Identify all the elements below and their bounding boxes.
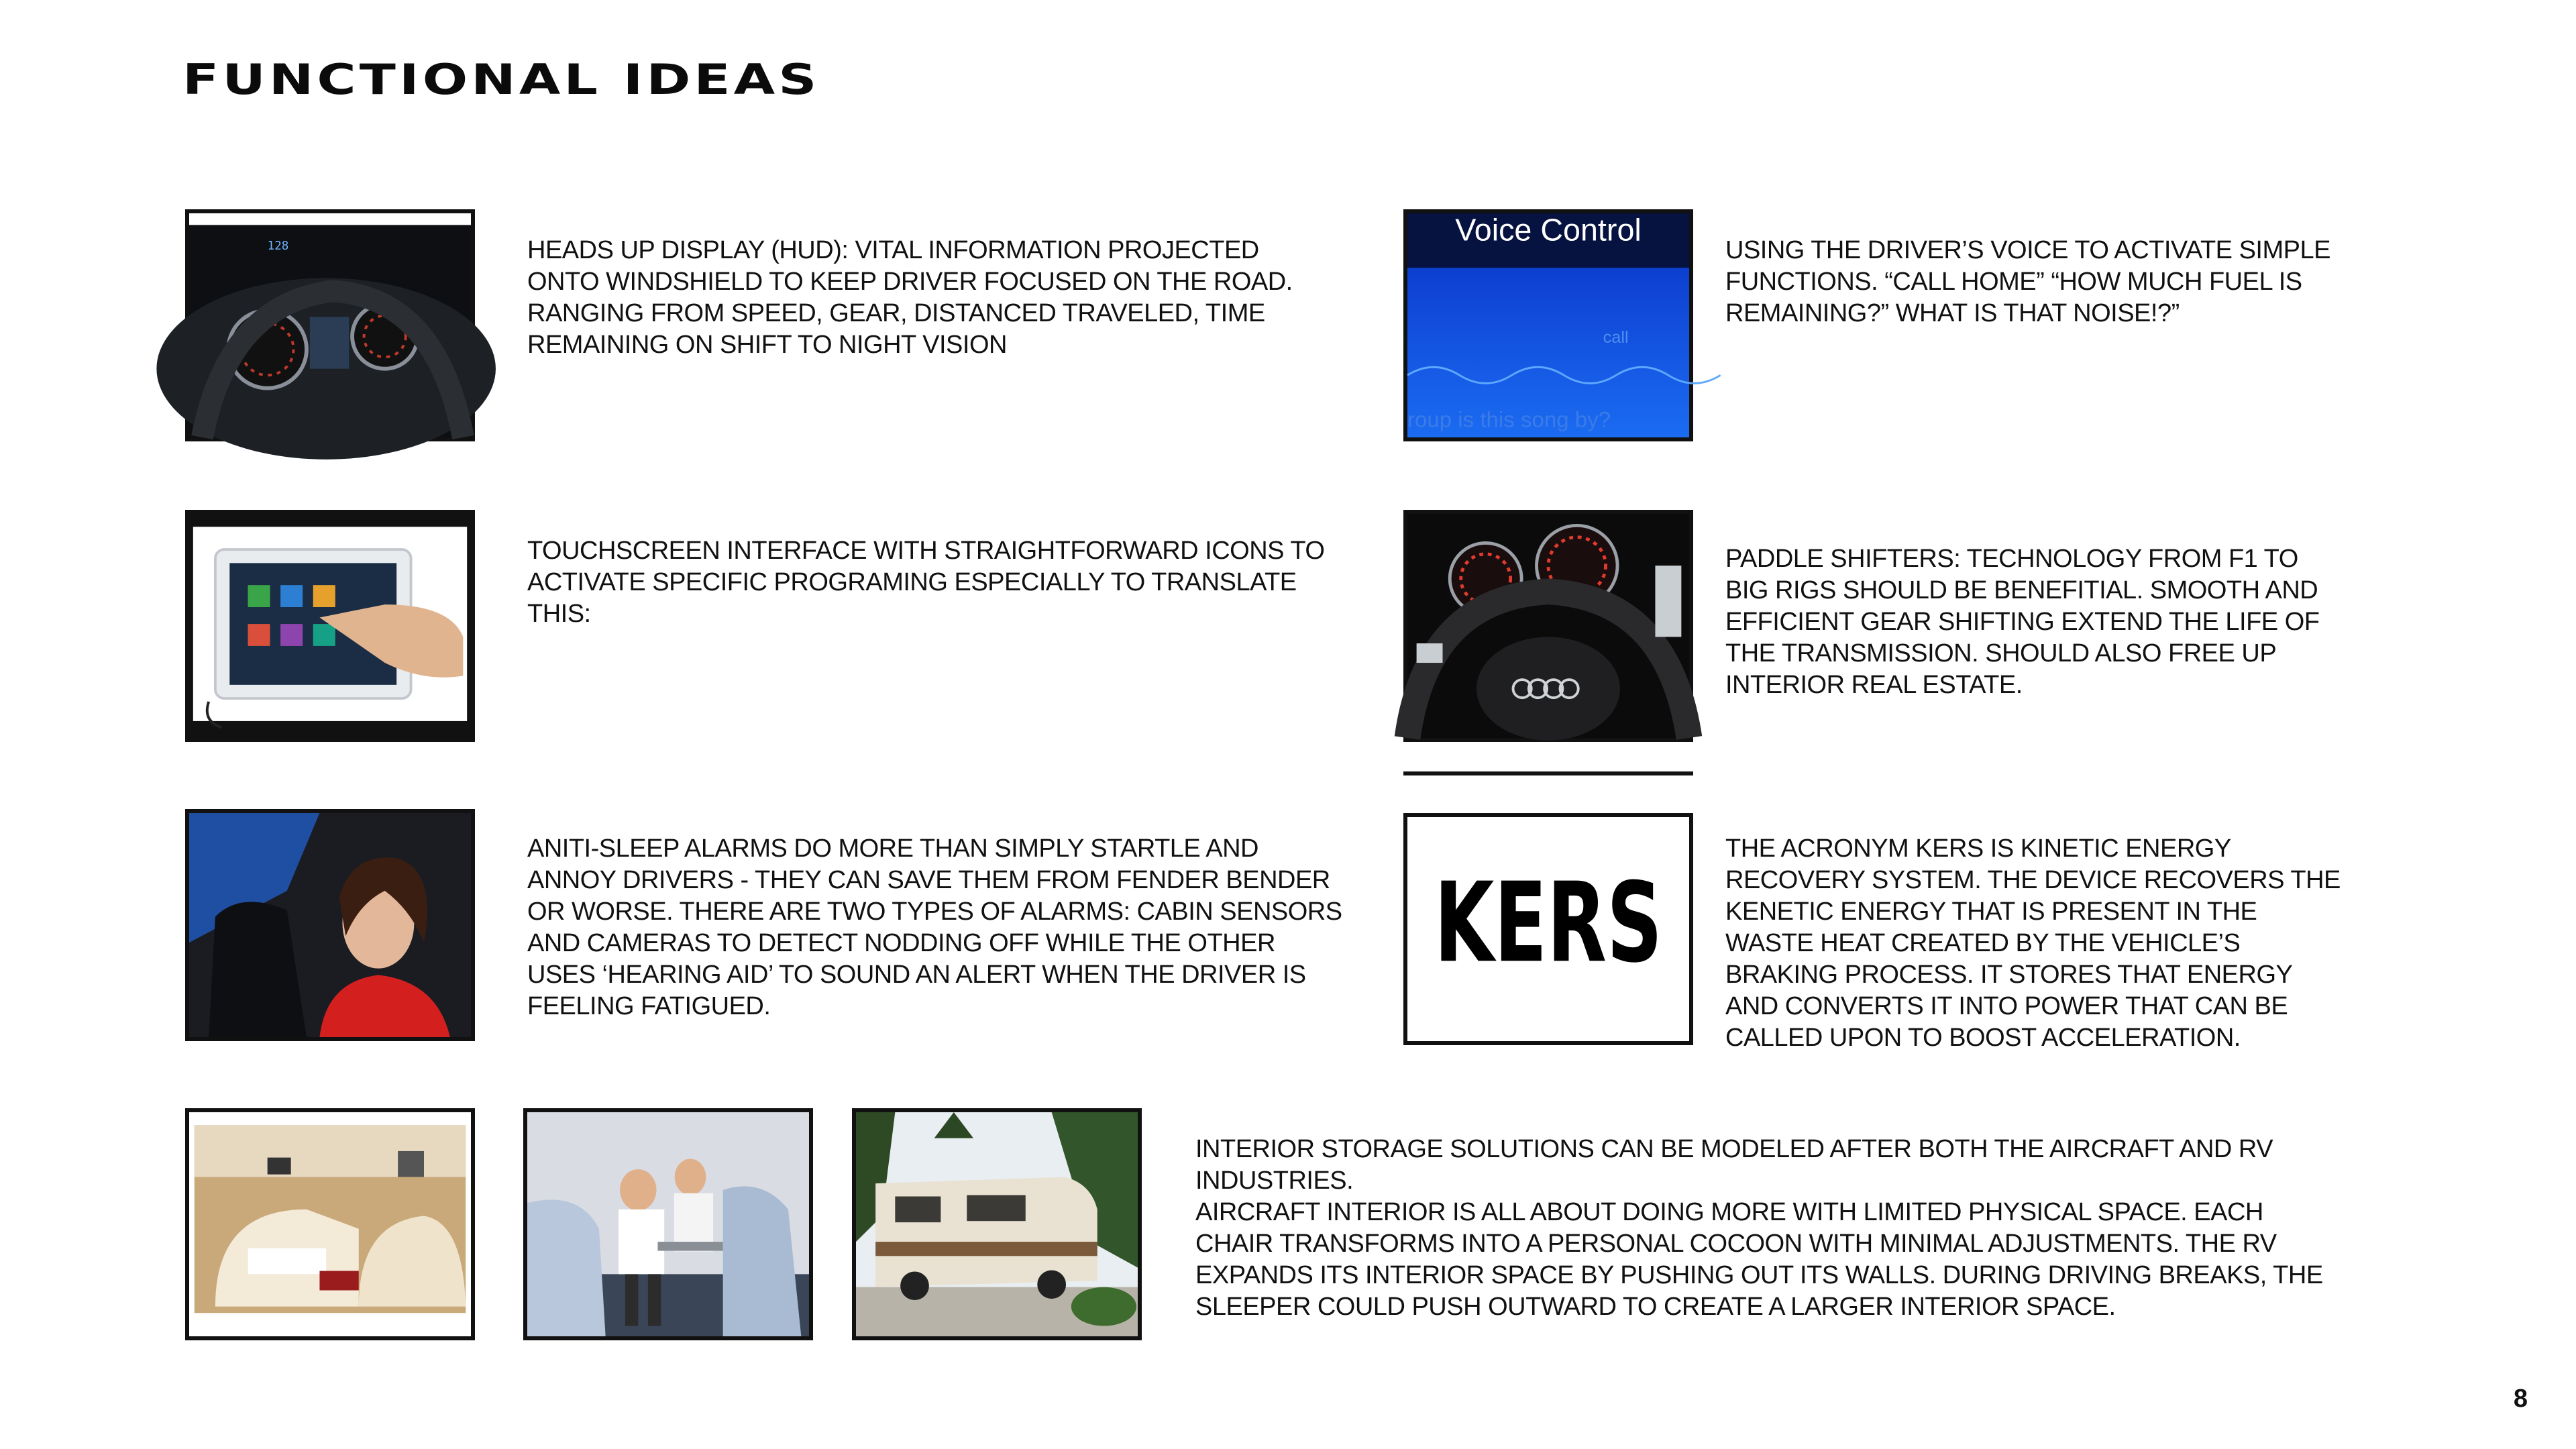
hud-dashboard-image [185, 209, 475, 441]
page-number: 8 [2513, 1385, 2528, 1413]
aircraft-suite-image [185, 1108, 475, 1340]
kers-image [1403, 813, 1693, 1045]
voice-control-image [1403, 209, 1693, 441]
anti-sleep-image [185, 809, 475, 1041]
aircraft-cabin-image [523, 1108, 813, 1340]
voice-image-title: Voice Control [1455, 212, 1642, 248]
voice-description: USING THE DRIVER’S VOICE TO ACTIVATE SIMPLE FUNCTIONS. “CALL HOME” “HOW MUCH FUEL IS REMAINING?” WHAT IS THAT NOISE!?” [1725, 236, 2330, 327]
touchscreen-description: TOUCHSCREEN INTERFACE WITH STRAIGHTFORWARD ICONS TO ACTIVATE SPECIFIC PROGRAMING ESPECIALLY TO TRANSLATE THIS: [527, 537, 1325, 628]
voice-image-word: call [1603, 328, 1629, 347]
page-title: FUNCTIONAL IDEAS [182, 55, 820, 104]
divider-line [1403, 771, 1693, 775]
touchscreen-image [185, 510, 475, 742]
anti-sleep-description: ANITI-SLEEP ALARMS DO MORE THAN SIMPLY STARTLE AND ANNOY DRIVERS - THEY CAN SAVE THEM FROM FENDER BENDER OR WORSE. THERE ARE TWO TYPES OF ALARMS: CABIN SENSORS AND CAMERAS TO DETECT NODDING OFF WHILE THE OTHER USES ‘HEARING AID’ TO SOUND AN ALERT WHEN THE DRIVER IS FEELING FATIGUED. [527, 835, 1342, 1020]
kers-logo-text: KERS [1434, 858, 1663, 987]
paddle-shifters-image [1403, 510, 1693, 742]
voice-image-caption: roup is this song by? [1407, 407, 1611, 432]
storage-description: INTERIOR STORAGE SOLUTIONS CAN BE MODELED AFTER BOTH THE AIRCRAFT AND RV INDUSTRIES. AIRCRAFT INTERIOR IS ALL ABOUT DOING MORE WITH LIMITED PHYSICAL SPACE. EACH CHAIR TRANSFORMS INTO A PERSONAL COCOON WITH MINIMAL ADJUSTMENTS. THE RV EXPANDS ITS INTERIOR SPACE BY PUSHING OUT ITS WALLS. DURING DRIVING BREAKS, THE SLEEPER COULD PUSH OUTWARD TO CREATE A LARGER INTERIOR SPACE. [1195, 1135, 2323, 1321]
kers-description: THE ACRONYM KERS IS KINETIC ENERGY RECOVERY SYSTEM. THE DEVICE RECOVERS THE KENETIC ENERGY THAT IS PRESENT IN THE WASTE HEAT CREATED BY THE VEHICLE’S BRAKING PROCESS. IT STORES THAT ENERGY AND CONVERTS IT INTO POWER THAT CAN BE CALLED UPON TO BOOST ACCELERATION. [1725, 835, 2341, 1052]
paddle-shifters-description: PADDLE SHIFTERS: TECHNOLOGY FROM F1 TO BIG RIGS SHOULD BE BENEFITIAL. SMOOTH AND EFFICIENT GEAR SHIFTING EXTEND THE LIFE OF THE TRANSMISSION. SHOULD ALSO FREE UP INTERIOR REAL ESTATE. [1725, 545, 2320, 699]
rv-image [852, 1108, 1142, 1340]
hud-description: HEADS UP DISPLAY (HUD): VITAL INFORMATION PROJECTED ONTO WINDSHIELD TO KEEP DRIVER FOCUSED ON THE ROAD. RANGING FROM SPEED, GEAR, DISTANCED TRAVELED, TIME REMAINING ON SHIFT TO NIGHT VISION [527, 236, 1293, 359]
hud-speed-readout: 128 [267, 239, 289, 254]
